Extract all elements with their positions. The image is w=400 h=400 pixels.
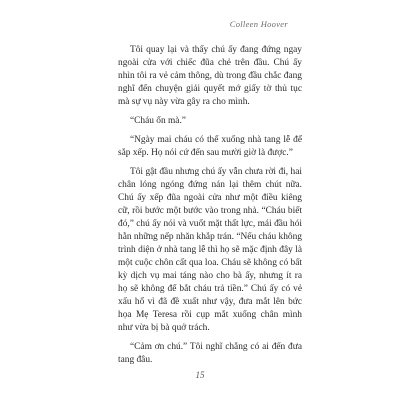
body-text [118,44,302,373]
paragraph: “Cháu ổn mà.” [130,116,186,126]
paragraph: Tôi gật đầu nhưng chú ấy vẫn chưa rời đi, hai chân lóng ngóng đứng nán lại thêm chút nữa. Chú ấy xếp đũa ngoài cửa như một điều kiêng cữ, rồi bước một bước vào trong nhà. “Cháu biết đó,” chú ấy nói và vuốt mặt thất lực, mái đầu hói hằn những nếp nhăn khắp trán. “Nếu cháu không trình diện ở nhà tang lễ thì họ sẽ mặc định đây là một cuộc chôn cất qua loa. Cháu sẽ không có bất kỳ dịch vụ mai táng nào cho bà ấy, nhưng ít ra họ sẽ không để bắt cháu trả tiền.” Chú ấy có vẻ xấu hổ vì đã đề xuất như vậy, đưa mắt lên bức họa Mẹ Teresa rồi cụp mắt xuống chân mình như vừa bị bà quở trách. [118,167,302,333]
paragraph: “Cảm ơn chú.” Tôi nghĩ chẳng có ai đến đưa tang đâu. [118,342,302,365]
paragraph: Tôi quay lại và thấy chú ấy đang đứng ngay ngoài cửa với chiếc đũa chẻ trên đầu. Chú ấy nhìn tôi ra vẻ cảm thông, dù trong đầu chắc đang nghĩ đến chuyện giải quyết mớ giấy tờ thủ tục mà sự vụ này vừa gây ra cho mình. [118,45,302,107]
paragraph: “Ngày mai cháu có thể xuống nhà tang lễ để sắp xếp. Họ nói cứ đến sau mười giờ là được.” [118,135,302,158]
running-header: Colleen Hoover [229,19,288,29]
page-number: 15 [195,370,205,380]
